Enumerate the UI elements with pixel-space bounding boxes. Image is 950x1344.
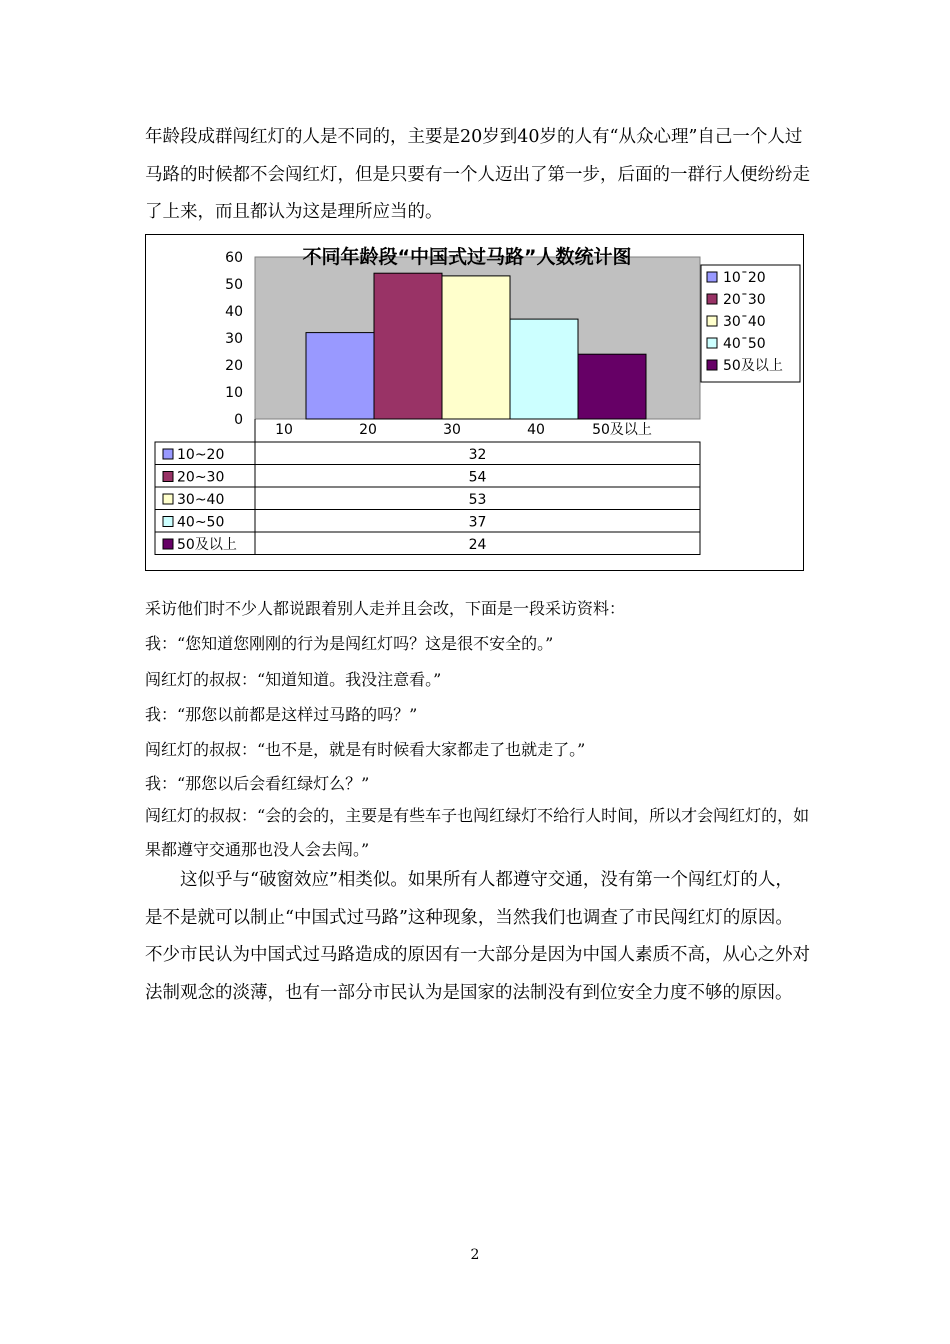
y-tick-label: 50 <box>225 277 243 293</box>
legend-swatch <box>707 272 717 282</box>
bar <box>442 276 510 419</box>
table-row-label: 10~20 <box>177 447 225 463</box>
intro-paragraph: 年龄段成群闯红灯的人是不同的，主要是20岁到40岁的人有“从众心理”自己一个人过马路的时候都不会闯红灯，但是只要有一个人迈出了第一步，后面的一群行人便纷纷走了上来，而且都认为这是理所应当的。 <box>145 127 810 222</box>
page-number: 2 <box>470 1247 480 1263</box>
table-value: 24 <box>468 537 487 553</box>
table-row-label: 40~50 <box>177 514 225 531</box>
y-tick-label: 20 <box>225 358 243 374</box>
dialogue-line: 闯红灯的叔叔：“知道知道。我没注意看。” <box>145 670 442 689</box>
x-tick-label: 20 <box>359 422 377 438</box>
legend-label: 20¯30 <box>723 292 766 308</box>
legend-swatch <box>707 316 717 326</box>
table-swatch <box>163 472 173 482</box>
table-swatch <box>163 539 173 549</box>
legend-label: 50及以上 <box>723 358 783 374</box>
table-row-label: 20~30 <box>177 469 225 486</box>
bar-chart <box>145 234 804 571</box>
legend-swatch <box>707 360 717 370</box>
dialogue-line: 我：“那您以前都是这样过马路的吗？” <box>145 705 418 724</box>
dialogue-line: 闯红灯的叔叔：“会的会的，主要是有些车子也闯红绿灯不给行人时间，所以才会闯红灯的，如果都遵守交通那也没人会去闯。” <box>145 806 810 859</box>
y-tick-label: 30 <box>225 331 243 347</box>
x-tick-label: 30 <box>443 422 461 438</box>
table-value: 32 <box>468 447 487 463</box>
table-value: 37 <box>468 514 487 531</box>
legend-label: 10¯20 <box>723 270 766 286</box>
y-tick-label: 0 <box>234 412 243 428</box>
x-tick-label: 40 <box>527 422 545 438</box>
chart-svg <box>146 235 803 570</box>
x-tick-label: 10 <box>275 422 293 438</box>
x-tick-label: 50及以上 <box>592 422 652 438</box>
legend-swatch <box>707 338 717 348</box>
table-row-label: 50及以上 <box>177 537 237 553</box>
table-swatch <box>163 517 173 527</box>
table-swatch <box>163 449 173 459</box>
dialogue-line: 我：“您知道您刚刚的行为是闯红灯吗？这是很不安全的。” <box>145 634 554 653</box>
bar <box>510 319 578 419</box>
legend-swatch <box>707 294 717 304</box>
y-tick-label: 60 <box>225 250 243 266</box>
dialogue-line: 闯红灯的叔叔：“也不是，就是有时候看大家都走了也就走了。” <box>145 740 586 759</box>
interview-intro: 采访他们时不少人都说跟着别人走并且会改，下面是一段采访资料： <box>145 599 626 618</box>
bar <box>578 354 646 419</box>
analysis-paragraph: 这似乎与“破窗效应”相类似。如果所有人都遵守交通，没有第一个闯红灯的人，是不是就可以制止“中国式过马路”这种现象，当然我们也调查了市民闯红灯的原因。不少市民认为中国式过马路造成的原因有一大部分是因为中国人素质不高，从心之外对法制观念的淡薄，也有一部分市民认为是国家的法制没有到位安全力度不够的原因。 <box>145 870 810 1003</box>
table-row-label: 30~40 <box>177 492 225 508</box>
table-swatch <box>163 494 173 504</box>
y-tick-label: 10 <box>225 385 243 401</box>
table-value: 54 <box>468 469 487 486</box>
y-tick-label: 40 <box>225 304 243 320</box>
bar <box>374 273 442 419</box>
bar <box>306 333 374 419</box>
dialogue-line: 我：“那您以后会看红绿灯么？” <box>145 774 370 793</box>
table-value: 53 <box>468 492 487 508</box>
legend-label: 30¯40 <box>723 314 766 330</box>
chart-title: 不同年龄段“中国式过马路”人数统计图 <box>302 246 632 268</box>
legend-label: 40¯50 <box>723 336 766 352</box>
